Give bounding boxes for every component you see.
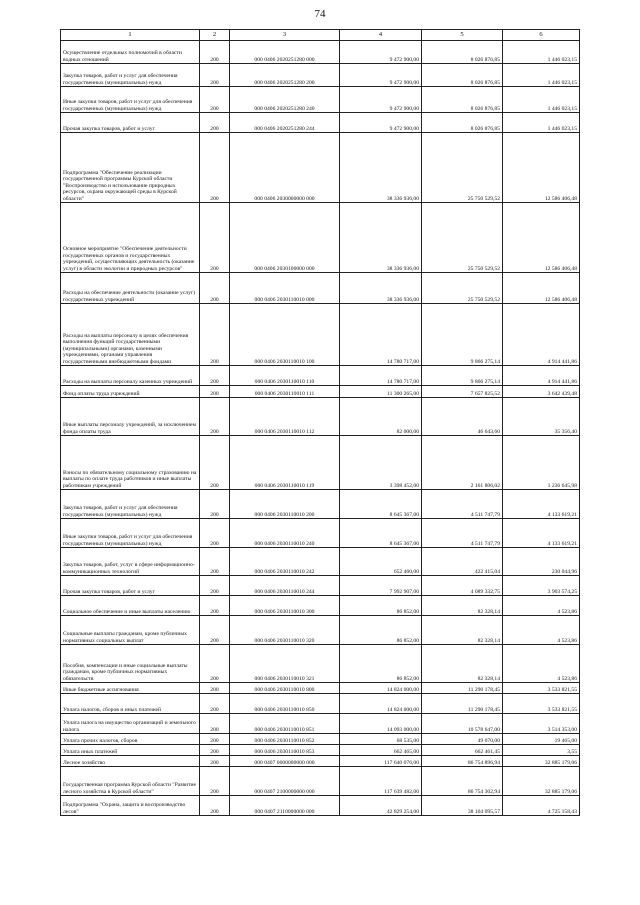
table-row	[61, 203, 580, 273]
row-code-cell: 200	[200, 304, 230, 366]
row-rest-cell: 3 514 353,00	[503, 714, 580, 734]
row-fact-cell: 10 578 647,00	[422, 714, 503, 734]
table-row	[61, 745, 580, 756]
row-rest-cell: 3,55	[503, 745, 580, 756]
row-fact-cell: 2 161 806,02	[422, 436, 503, 490]
row-code-cell: 200	[200, 683, 230, 694]
page-number: 74	[314, 8, 326, 20]
row-kbk-cell: 000 0406 2030110010 242	[230, 548, 340, 576]
row-name-cell: Иные закупки товаров, работ и услуг для обеспечения государственных (муниципальных) нужд	[61, 87, 200, 113]
row-rest-cell: 3 903 574,25	[503, 576, 580, 596]
row-plan-cell: 652 460,00	[340, 548, 422, 576]
row-kbk-cell: 000 0406 2030110010 111	[230, 386, 340, 398]
row-code-cell: 200	[200, 273, 230, 304]
row-code-cell: 200	[200, 87, 230, 113]
table-row	[61, 596, 580, 616]
row-kbk-cell: 000 0406 2030110010 200	[230, 490, 340, 519]
row-fact-cell: 4 089 332,75	[422, 576, 503, 596]
row-fact-cell: 25 750 529,52	[422, 273, 503, 304]
row-name-cell: Закупка товаров, работ, услуг в сфере информационно-коммуникационных технологий	[61, 548, 200, 576]
row-fact-cell: 9 866 275,14	[422, 304, 503, 366]
row-kbk-cell: 000 0406 2020251280 240	[230, 87, 340, 113]
row-rest-cell: 12 586 406,48	[503, 273, 580, 304]
row-plan-cell: 8 645 367,00	[340, 519, 422, 548]
table-row	[61, 436, 580, 490]
row-kbk-cell: 000 0406 2030110010 240	[230, 519, 340, 548]
row-rest-cell: 3 533 821,55	[503, 694, 580, 714]
row-name-cell: Закупка товаров, работ и услуг для обеспечения государственных (муниципальных) нужд	[61, 490, 200, 519]
row-kbk-cell: 000 0406 2030110010 321	[230, 645, 340, 683]
row-rest-cell: 4 523,86	[503, 645, 580, 683]
row-code-cell: 200	[200, 386, 230, 398]
row-name-cell: Расходы на выплаты персоналу казенных учреждений	[61, 366, 200, 386]
row-plan-cell: 9 472 900,00	[340, 64, 422, 87]
row-kbk-cell: 000 0406 2020251280 244	[230, 113, 340, 133]
row-code-cell: 200	[200, 366, 230, 386]
row-rest-cell: 1 446 023,15	[503, 41, 580, 64]
row-fact-cell: 4 511 747,79	[422, 490, 503, 519]
row-code-cell: 200	[200, 756, 230, 767]
row-rest-cell: 19 465,00	[503, 734, 580, 745]
row-kbk-cell: 000 0407 0000000000 000	[230, 756, 340, 767]
row-rest-cell: 1 446 023,15	[503, 87, 580, 113]
table-row	[61, 756, 580, 767]
row-code-cell: 200	[200, 548, 230, 576]
table-row	[61, 767, 580, 796]
row-code-cell: 200	[200, 519, 230, 548]
row-plan-cell: 38 336 936,00	[340, 273, 422, 304]
table-row	[61, 366, 580, 386]
column-header-3: 3	[230, 30, 340, 41]
row-plan-cell: 14 824 000,00	[340, 683, 422, 694]
row-kbk-cell: 000 0406 2030110010 110	[230, 366, 340, 386]
row-fact-cell: 8 026 876,85	[422, 87, 503, 113]
row-name-cell: Прочая закупка товаров, работ и услуг	[61, 576, 200, 596]
table-row	[61, 64, 580, 87]
row-plan-cell: 117 639 482,00	[340, 767, 422, 796]
row-fact-cell: 662 461,45	[422, 745, 503, 756]
row-fact-cell: 46 643,60	[422, 398, 503, 436]
row-fact-cell: 86 754 302,94	[422, 767, 503, 796]
row-name-cell: Основное мероприятие "Обеспечение деятельности государственных органов и государственных учреждений, осуществляющих деятельность (оказание услуг) в области экологии и природных ресурсов"	[61, 203, 200, 273]
budget-table	[60, 29, 580, 816]
table-row	[61, 734, 580, 745]
row-kbk-cell: 000 0406 2030110010 853	[230, 745, 340, 756]
row-fact-cell: 422 415,04	[422, 548, 503, 576]
row-name-cell: Уплата иных платежей	[61, 745, 200, 756]
column-header-5: 5	[422, 30, 503, 41]
row-fact-cell: 82 328,14	[422, 596, 503, 616]
table-row	[61, 616, 580, 645]
row-code-cell: 200	[200, 616, 230, 645]
row-plan-cell: 42 829 254,00	[340, 796, 422, 816]
row-code-cell: 200	[200, 436, 230, 490]
row-kbk-cell: 000 0407 2110000000 000	[230, 796, 340, 816]
table-row	[61, 645, 580, 683]
row-code-cell: 200	[200, 41, 230, 64]
row-rest-cell: 32 885 179,06	[503, 756, 580, 767]
row-name-cell: Взносы по обязательному социальному страхованию на выплаты по оплате труда работников и иные выплаты работникам учреждений	[61, 436, 200, 490]
column-header-1: 1	[61, 30, 200, 41]
row-name-cell: Уплата налогов, сборов и иных платежей	[61, 694, 200, 714]
row-rest-cell: 1 446 023,15	[503, 113, 580, 133]
row-plan-cell: 11 300 265,00	[340, 386, 422, 398]
row-fact-cell: 8 026 876,85	[422, 41, 503, 64]
row-code-cell: 200	[200, 796, 230, 816]
row-plan-cell: 117 640 076,00	[340, 756, 422, 767]
row-kbk-cell: 000 0406 2030110010 800	[230, 683, 340, 694]
row-kbk-cell: 000 0406 2030000000 000	[230, 133, 340, 203]
row-rest-cell: 4 914 441,86	[503, 304, 580, 366]
row-kbk-cell: 000 0406 2030110010 119	[230, 436, 340, 490]
row-code-cell: 200	[200, 767, 230, 796]
row-name-cell: Расходы на обеспечение деятельности (оказание услуг) государственных учреждений	[61, 273, 200, 304]
row-kbk-cell: 000 0406 2030110010 100	[230, 304, 340, 366]
row-plan-cell: 38 336 936,00	[340, 203, 422, 273]
table-row	[61, 273, 580, 304]
row-rest-cell: 230 044,96	[503, 548, 580, 576]
row-plan-cell: 8 645 367,00	[340, 490, 422, 519]
row-kbk-cell: 000 0406 2030110010 852	[230, 734, 340, 745]
row-kbk-cell: 000 0406 2030110010 112	[230, 398, 340, 436]
row-fact-cell: 8 026 876,85	[422, 113, 503, 133]
row-code-cell: 200	[200, 113, 230, 133]
row-plan-cell: 68 535,00	[340, 734, 422, 745]
row-fact-cell: 25 750 529,52	[422, 133, 503, 203]
row-rest-cell: 35 356,40	[503, 398, 580, 436]
table-row	[61, 548, 580, 576]
table-row	[61, 41, 580, 64]
row-rest-cell: 4 133 619,21	[503, 490, 580, 519]
row-rest-cell: 1 236 645,98	[503, 436, 580, 490]
row-fact-cell: 11 290 178,45	[422, 683, 503, 694]
row-code-cell: 200	[200, 596, 230, 616]
row-rest-cell: 4 523,86	[503, 596, 580, 616]
row-plan-cell: 14 780 717,00	[340, 304, 422, 366]
column-header-6: 6	[503, 30, 580, 41]
row-name-cell: Социальные выплаты гражданам, кроме публичных нормативных социальных выплат	[61, 616, 200, 645]
row-fact-cell: 25 750 529,52	[422, 203, 503, 273]
row-name-cell: Уплата налога на имущество организаций и земельного налога	[61, 714, 200, 734]
row-kbk-cell: 000 0406 2030100000 000	[230, 203, 340, 273]
row-name-cell: Социальное обеспечение и иные выплаты населению	[61, 596, 200, 616]
row-kbk-cell: 000 0406 2030110010 300	[230, 596, 340, 616]
row-code-cell: 200	[200, 576, 230, 596]
row-plan-cell: 86 852,00	[340, 616, 422, 645]
row-kbk-cell: 000 0406 2030110010 851	[230, 714, 340, 734]
row-kbk-cell: 000 0406 2020251280 200	[230, 64, 340, 87]
row-rest-cell: 12 586 406,48	[503, 133, 580, 203]
table-header-row	[61, 30, 580, 41]
row-fact-cell: 7 657 825,52	[422, 386, 503, 398]
row-kbk-cell: 000 0406 2030110010 244	[230, 576, 340, 596]
row-rest-cell: 4 133 619,21	[503, 519, 580, 548]
row-fact-cell: 38 104 095,57	[422, 796, 503, 816]
table-row	[61, 694, 580, 714]
table-row	[61, 304, 580, 366]
row-fact-cell: 11 290 178,45	[422, 694, 503, 714]
row-rest-cell: 1 446 023,15	[503, 64, 580, 87]
row-rest-cell: 3 642 439,48	[503, 386, 580, 398]
row-plan-cell: 86 852,00	[340, 596, 422, 616]
row-rest-cell: 12 586 406,48	[503, 203, 580, 273]
row-plan-cell: 82 000,00	[340, 398, 422, 436]
row-plan-cell: 38 336 936,00	[340, 133, 422, 203]
row-code-cell: 200	[200, 64, 230, 87]
table-row	[61, 87, 580, 113]
table-row	[61, 386, 580, 398]
row-kbk-cell: 000 0406 2020251280 000	[230, 41, 340, 64]
row-code-cell: 200	[200, 490, 230, 519]
table-row	[61, 398, 580, 436]
row-rest-cell: 4 725 158,43	[503, 796, 580, 816]
row-name-cell: Фонд оплаты труда учреждений	[61, 386, 200, 398]
table-row	[61, 576, 580, 596]
table-row	[61, 714, 580, 734]
row-fact-cell: 4 511 747,79	[422, 519, 503, 548]
row-plan-cell: 14 093 000,00	[340, 714, 422, 734]
row-name-cell: Расходы на выплаты персоналу в целях обеспечения выполнения функций государственными (муниципальными) органами, казенными учреждениями, органами управления государственными внебюджетными фондами	[61, 304, 200, 366]
row-name-cell: Осуществление отдельных полномочий в области водных отношений	[61, 41, 200, 64]
row-rest-cell: 4 523,86	[503, 616, 580, 645]
row-plan-cell: 9 472 900,00	[340, 87, 422, 113]
table-row	[61, 113, 580, 133]
table-row	[61, 133, 580, 203]
row-plan-cell: 7 992 907,00	[340, 576, 422, 596]
row-rest-cell: 3 533 821,55	[503, 683, 580, 694]
row-name-cell: Пособия, компенсации и иные социальные выплаты гражданам, кроме публичных нормативных обязательств	[61, 645, 200, 683]
row-name-cell: Иные закупки товаров, работ и услуг для обеспечения государственных (муниципальных) нужд	[61, 519, 200, 548]
row-plan-cell: 3 398 452,00	[340, 436, 422, 490]
row-name-cell: Уплата прочих налогов, сборов	[61, 734, 200, 745]
row-rest-cell: 32 885 179,06	[503, 767, 580, 796]
row-rest-cell: 4 914 441,86	[503, 366, 580, 386]
column-header-4: 4	[340, 30, 422, 41]
row-code-cell: 200	[200, 734, 230, 745]
table-row	[61, 796, 580, 816]
row-plan-cell: 86 852,00	[340, 645, 422, 683]
row-fact-cell: 9 866 275,14	[422, 366, 503, 386]
row-kbk-cell: 000 0406 2030110010 320	[230, 616, 340, 645]
row-code-cell: 200	[200, 694, 230, 714]
row-kbk-cell: 000 0406 2030110010 000	[230, 273, 340, 304]
row-code-cell: 200	[200, 203, 230, 273]
row-fact-cell: 8 026 876,85	[422, 64, 503, 87]
row-code-cell: 200	[200, 745, 230, 756]
row-name-cell: Прочая закупка товаров, работ и услуг	[61, 113, 200, 133]
row-name-cell: Иные выплаты персоналу учреждений, за исключением фонда оплаты труда	[61, 398, 200, 436]
budget-table-body	[61, 30, 580, 816]
row-code-cell: 200	[200, 398, 230, 436]
row-kbk-cell: 000 0407 2100000000 000	[230, 767, 340, 796]
row-name-cell: Государственная программа Курской области "Развитие лесного хозяйства в Курской области"	[61, 767, 200, 796]
table-row	[61, 519, 580, 548]
row-kbk-cell: 000 0406 2030110010 850	[230, 694, 340, 714]
row-name-cell: Закупка товаров, работ и услуг для обеспечения государственных (муниципальных) нужд	[61, 64, 200, 87]
row-name-cell: Подпрограмма "Охрана, защита и воспроизводство лесов"	[61, 796, 200, 816]
row-code-cell: 200	[200, 714, 230, 734]
row-fact-cell: 82 328,14	[422, 616, 503, 645]
row-name-cell: Иные бюджетные ассигнования	[61, 683, 200, 694]
row-name-cell: Лесное хозяйство	[61, 756, 200, 767]
row-code-cell: 200	[200, 645, 230, 683]
row-plan-cell: 14 824 000,00	[340, 694, 422, 714]
row-name-cell: Подпрограмма "Обеспечение реализации государственной программы Курской области "Воспроизводство и использование природных ресурсов, охрана окружающей среды в Курской области"	[61, 133, 200, 203]
column-header-2: 2	[200, 30, 230, 41]
row-fact-cell: 86 754 896,94	[422, 756, 503, 767]
row-fact-cell: 82 328,14	[422, 645, 503, 683]
row-plan-cell: 14 780 717,00	[340, 366, 422, 386]
row-plan-cell: 9 472 900,00	[340, 113, 422, 133]
row-fact-cell: 49 070,00	[422, 734, 503, 745]
row-plan-cell: 9 472 900,00	[340, 41, 422, 64]
table-row	[61, 490, 580, 519]
row-plan-cell: 662 465,00	[340, 745, 422, 756]
table-row	[61, 683, 580, 694]
row-code-cell: 200	[200, 133, 230, 203]
